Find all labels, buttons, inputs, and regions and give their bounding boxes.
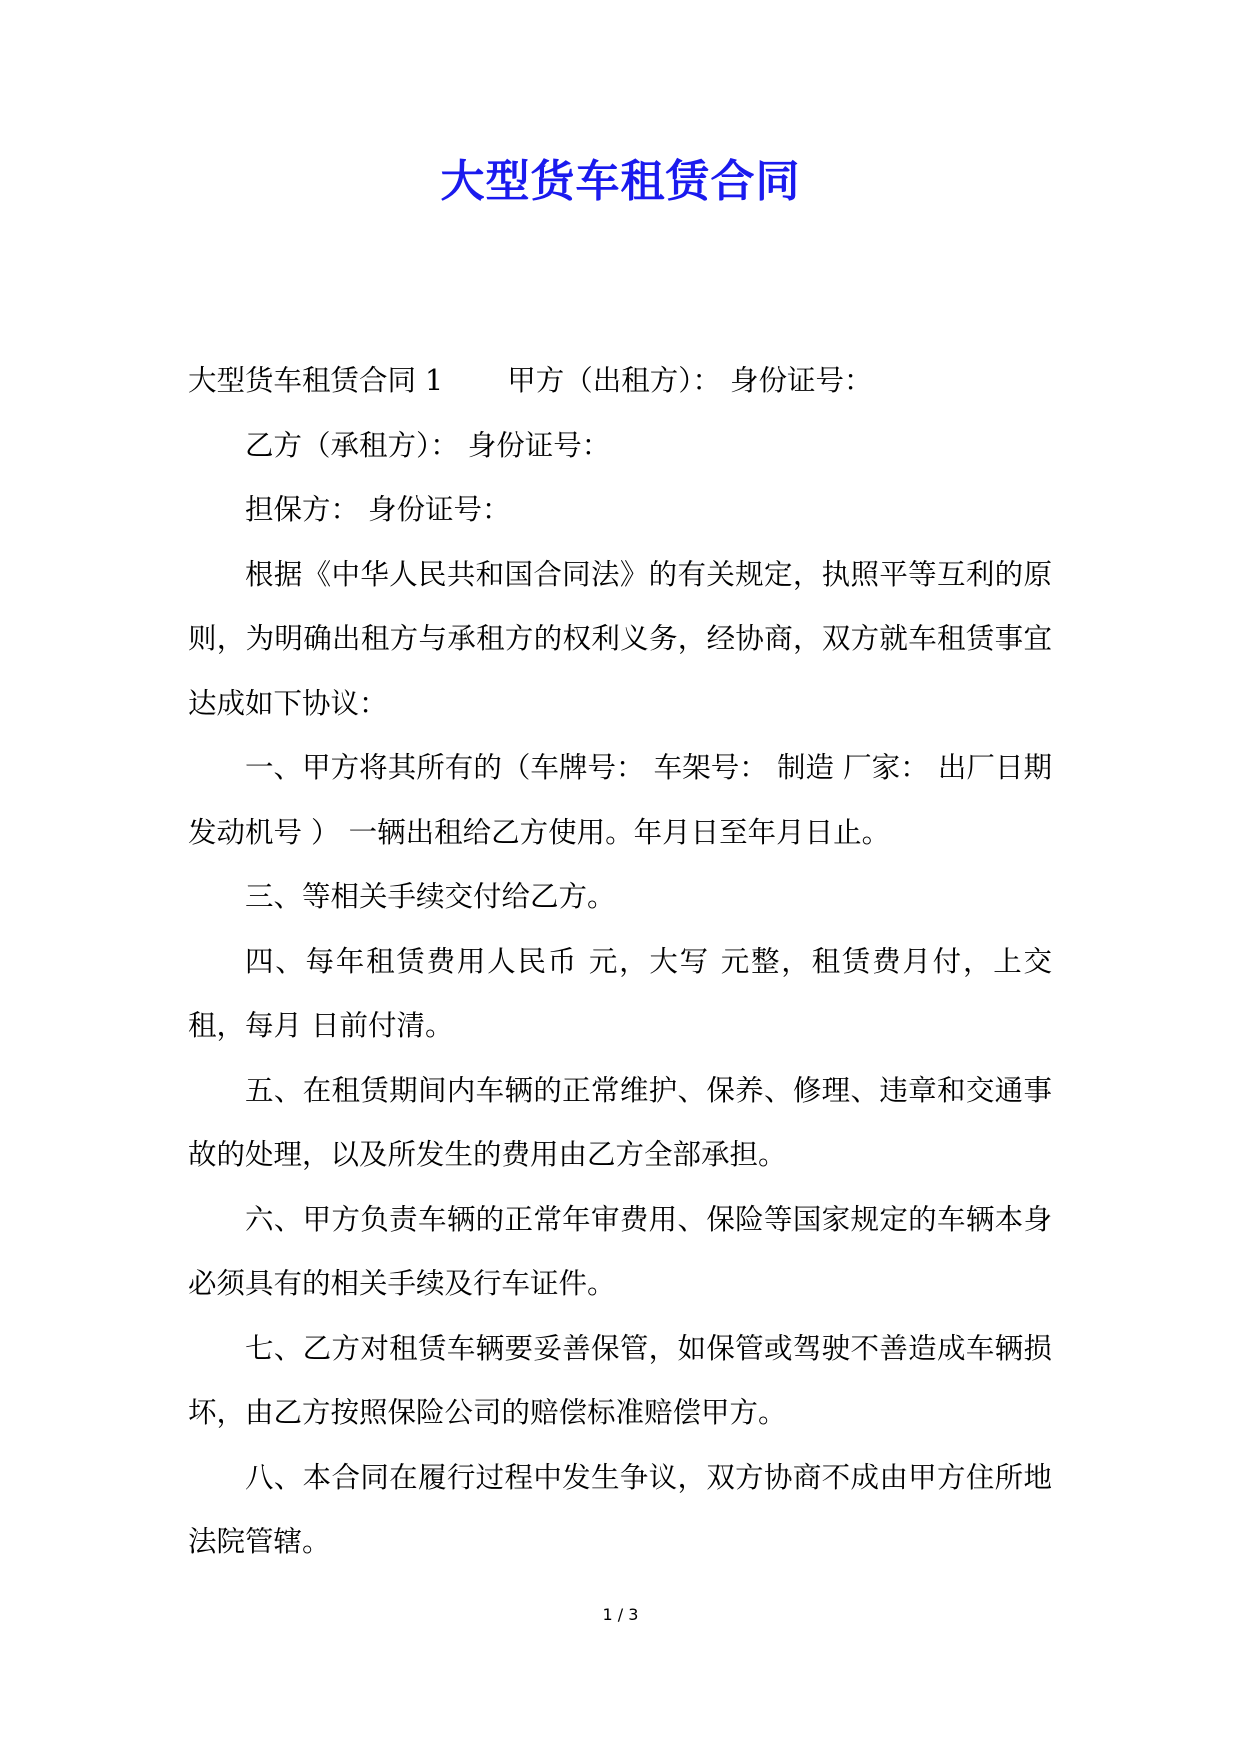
paragraph-guarantor: 担保方： 身份证号： xyxy=(245,493,511,526)
paragraph-clause-7: 七、乙方对租赁车辆要妥善保管，如保管或驾驶不善造成车辆损坏，由乙方按照保险公司的赔偿标准赔偿甲方。 xyxy=(188,1331,1052,1429)
paragraph-preamble: 根据《中华人民共和国合同法》的有关规定，执照平等互利的原则，为明确出租方与承租方的权利义务，经协商，双方就车租赁事宜达成如下协议： xyxy=(188,557,1052,720)
document-title: 大型货车租赁合同 xyxy=(440,156,801,207)
paragraph-clause-4: 四、每年租赁费用人民币 元，大写 元整，租赁费月付，上交租，每月 日前付清。 xyxy=(188,944,1052,1042)
page-number: 1 / 3 xyxy=(602,1605,639,1624)
party-a-line: 甲方（出租方）： 身份证号： xyxy=(507,364,873,397)
paragraph-clause-8: 八、本合同在履行过程中发生争议，双方协商不成由甲方住所地法院管辖。 xyxy=(188,1460,1052,1558)
header-line xyxy=(188,349,1052,414)
paragraph-clause-1: 一、甲方将其所有的（车牌号： 车架号： 制造 厂家： 出厂日期 发动机号 ） 一辆出租给乙方使用。年月日至年月日止。 xyxy=(188,751,1052,849)
document-name: 大型货车租赁合同 1 xyxy=(188,364,444,397)
paragraph-party-b: 乙方（承租方）： 身份证号： xyxy=(245,428,611,462)
document-body xyxy=(188,349,1052,1575)
paragraph-clause-5: 五、在租赁期间内车辆的正常维护、保养、修理、违章和交通事故的处理，以及所发生的费用由乙方全部承担。 xyxy=(188,1073,1052,1171)
paragraph-clause-3: 三、等相关手续交付给乙方。 xyxy=(245,880,616,913)
paragraph-clause-6: 六、甲方负责车辆的正常年审费用、保险等国家规定的车辆本身必须具有的相关手续及行车证件。 xyxy=(188,1202,1052,1300)
